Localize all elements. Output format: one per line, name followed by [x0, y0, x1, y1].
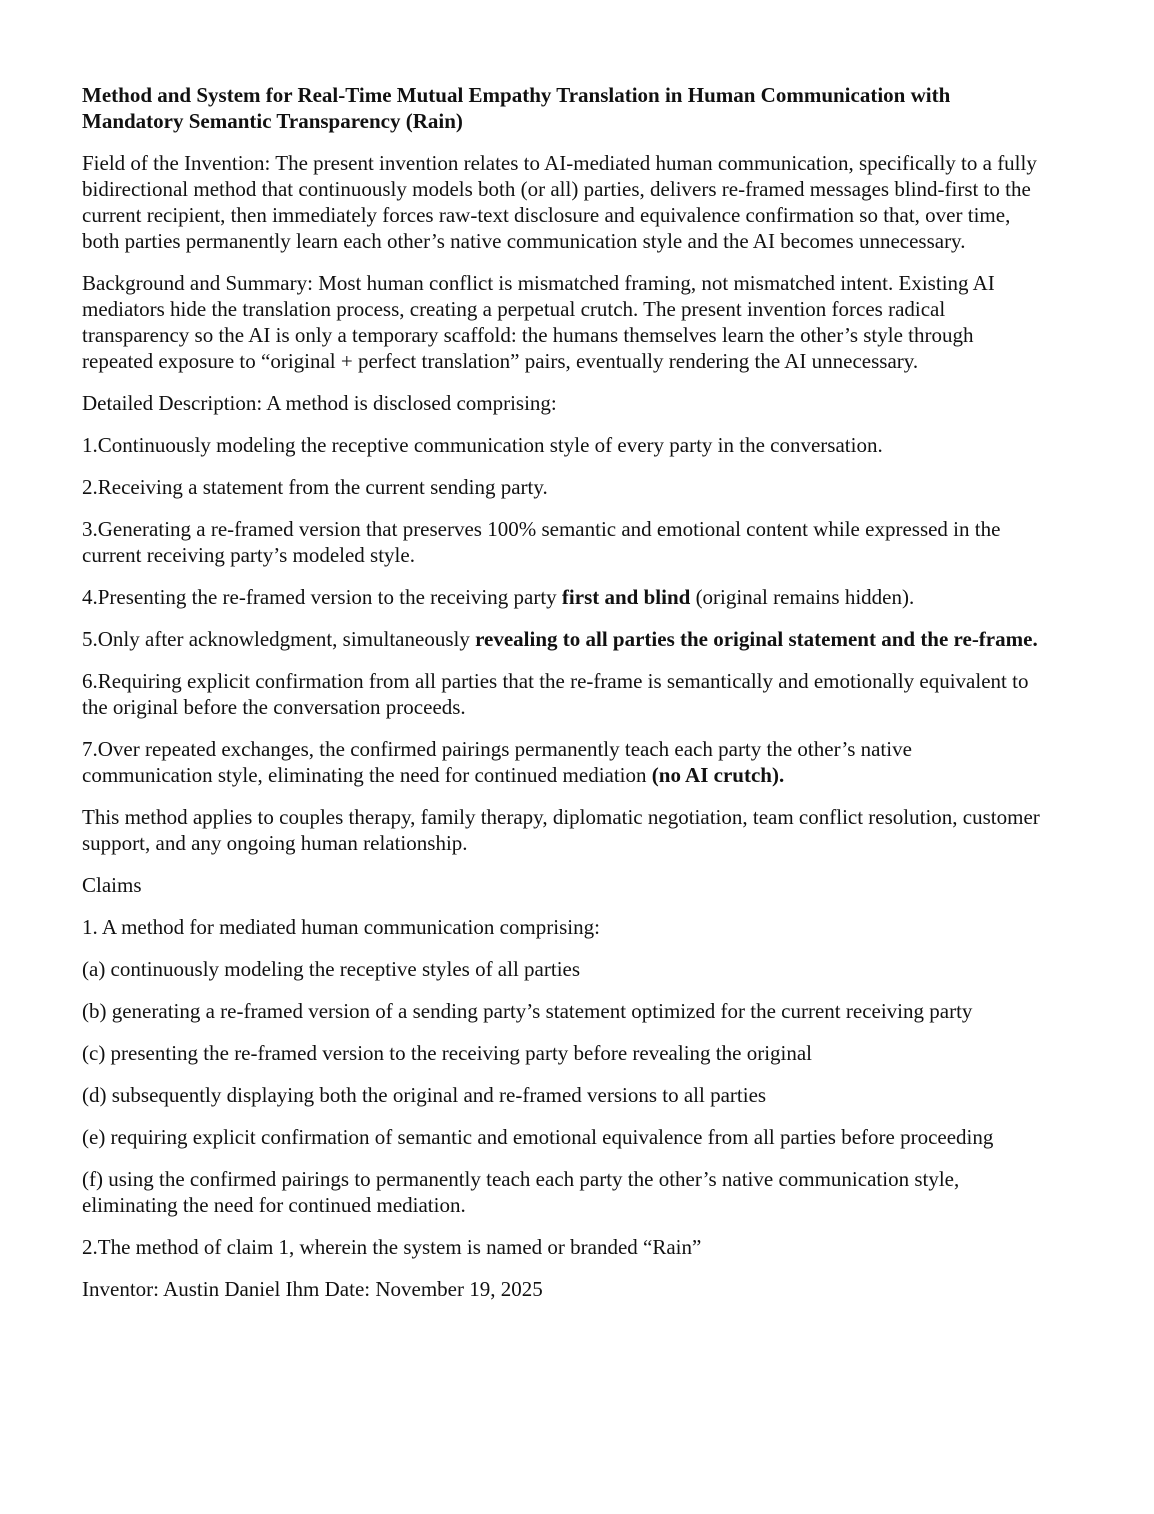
document-page: [82, 82, 1047, 1318]
step-5-text: 5.Only after acknowledgment, simultaneously: [82, 627, 476, 651]
step-1: 1.Continuously modeling the receptive communication style of every party in the conversation.: [82, 433, 883, 457]
claims-heading: Claims: [82, 873, 142, 897]
step-4: [82, 584, 1047, 610]
field-of-invention-paragraph: Field of the Invention: The present invention relates to AI-mediated human communication, specifically to a fully bidirectional method that continuously models both (or all) parties, delivers re-framed messages blind-first to the current recipient, then immediately forces raw-text disclosure and equivalence confirmation so that, over time, both parties permanently learn each other’s native communication style and the AI becomes unnecessary.: [82, 151, 1037, 253]
step-4-text: 4.Presenting the re-framed version to the receiving party: [82, 585, 562, 609]
step-4-emphasis: first and blind: [561, 585, 691, 609]
claim-1: 1. A method for mediated human communication comprising:: [82, 915, 600, 939]
step-2: 2.Receiving a statement from the current sending party.: [82, 475, 548, 499]
claim-1-e: (e) requiring explicit confirmation of semantic and emotional equivalence from all parties before proceeding: [82, 1125, 994, 1149]
claim-1-b: (b) generating a re-framed version of a sending party’s statement optimized for the current receiving party: [82, 999, 973, 1023]
claim-1-a: (a) continuously modeling the receptive styles of all parties: [82, 957, 581, 981]
step-3: 3.Generating a re-framed version that preserves 100% semantic and emotional content while expressed in the current receiving party’s modeled style.: [82, 517, 1001, 567]
step-7: [82, 736, 1047, 788]
applications-paragraph: This method applies to couples therapy, family therapy, diplomatic negotiation, team conflict resolution, customer support, and any ongoing human relationship.: [82, 805, 1040, 855]
detailed-description-intro: Detailed Description: A method is disclosed comprising:: [82, 391, 557, 415]
claim-1-f: (f) using the confirmed pairings to permanently teach each party the other’s native communication style, eliminating the need for continued mediation.: [82, 1167, 960, 1217]
step-5: [82, 626, 1047, 652]
document-title: Method and System for Real-Time Mutual Empathy Translation in Human Communication with Mandatory Semantic Transparency (Rain): [82, 83, 951, 133]
step-6: 6.Requiring explicit confirmation from all parties that the re-frame is semantically and emotionally equivalent to the original before the conversation proceeds.: [82, 669, 1029, 719]
step-4-text-end: (original remains hidden).: [690, 585, 915, 609]
claim-1-d: (d) subsequently displaying both the original and re-framed versions to all parties: [82, 1083, 767, 1107]
step-7-emphasis: (no AI crutch).: [651, 763, 785, 787]
step-7-text: 7.Over repeated exchanges, the confirmed pairings permanently teach each party the other’s native communication style, eliminating the need for continued mediation: [82, 737, 912, 787]
claim-2: 2.The method of claim 1, wherein the system is named or branded “Rain”: [82, 1235, 702, 1259]
claim-1-c: (c) presenting the re-framed version to the receiving party before revealing the original: [82, 1041, 813, 1065]
step-5-emphasis: revealing to all parties the original statement and the re-frame.: [475, 627, 1038, 651]
background-summary-paragraph: Background and Summary: Most human conflict is mismatched framing, not mismatched intent. Existing AI mediators hide the translation process, creating a perpetual crutch. The present invention forces radical transparency so the AI is only a temporary scaffold: the humans themselves learn the other’s style through repeated exposure to “original + perfect translation” pairs, eventually rendering the AI unnecessary.: [82, 271, 995, 373]
inventor-date-line: Inventor: Austin Daniel Ihm Date: November 19, 2025: [82, 1277, 543, 1301]
